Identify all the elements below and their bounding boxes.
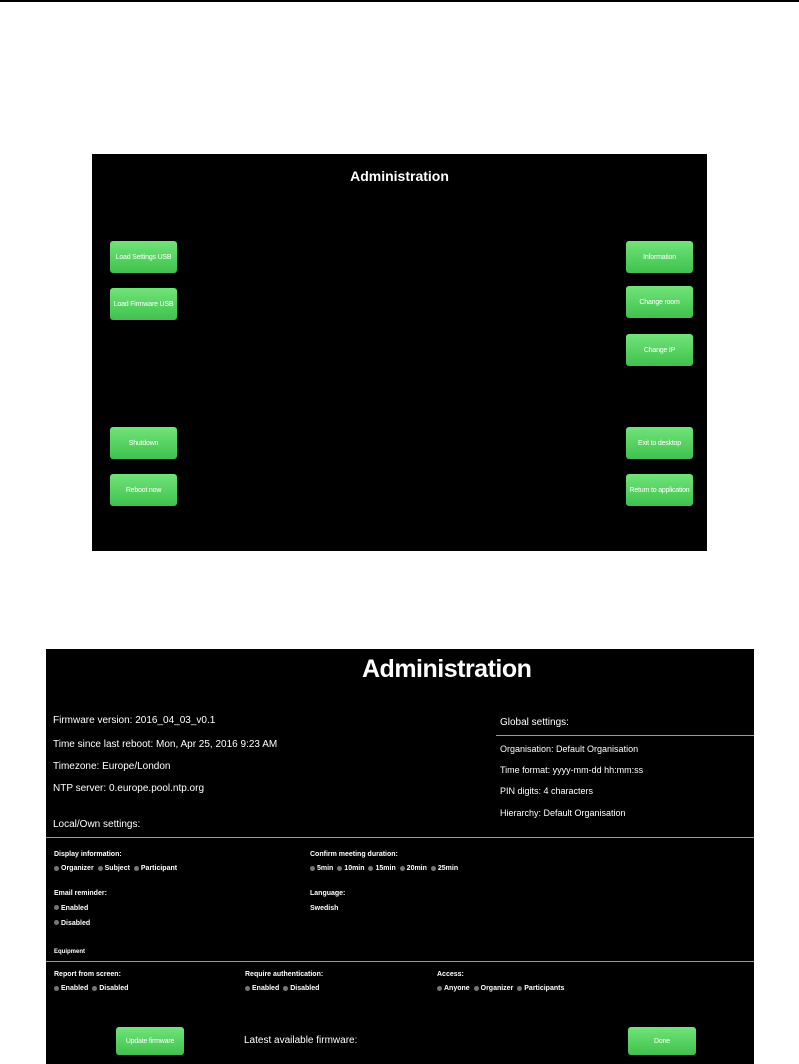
radio-icon [310, 866, 315, 871]
latest-firmware-text: Latest available firmware: [244, 1035, 358, 1046]
display-subject-radio[interactable]: Subject [98, 865, 130, 872]
radio-icon [400, 866, 405, 871]
radio-icon [92, 986, 97, 991]
firmware-version-text: Firmware version: 2016_04_03_v0.1 [53, 715, 216, 726]
auth-disabled-radio[interactable]: Disabled [283, 985, 319, 992]
page-title: Administration [350, 168, 449, 184]
global-settings-heading: Global settings: [500, 717, 569, 728]
radio-icon [245, 986, 250, 991]
confirm-duration-label: Confirm meeting duration: [310, 851, 398, 858]
duration-5min-radio[interactable]: 5min [310, 865, 333, 872]
information-button[interactable]: Information [626, 241, 693, 273]
return-to-application-button[interactable]: Return to application [626, 474, 693, 506]
change-ip-button[interactable]: Change IP [626, 334, 693, 366]
access-options [437, 985, 566, 993]
radio-icon [283, 986, 288, 991]
duration-15min-radio[interactable]: 15min [368, 865, 395, 872]
confirm-duration-options [310, 865, 460, 873]
admin-screen-settings [46, 649, 754, 1064]
page-title: Administration [362, 655, 532, 683]
global-divider [496, 735, 754, 736]
equipment-divider [46, 961, 754, 962]
time-format-text: Time format: yyyy-mm-dd hh:mm:ss [500, 765, 644, 775]
local-settings-heading: Local/Own settings: [53, 819, 141, 830]
equipment-heading: Equipment [54, 949, 85, 955]
radio-icon [337, 866, 342, 871]
radio-icon [54, 986, 59, 991]
done-button[interactable]: Done [628, 1027, 696, 1055]
report-disabled-radio[interactable]: Disabled [92, 985, 128, 992]
exit-to-desktop-button[interactable]: Exit to desktop [626, 427, 693, 459]
timezone-text: Timezone: Europe/London [53, 761, 171, 772]
hierarchy-text: Hierarchy: Default Organisation [500, 808, 626, 818]
reboot-now-button[interactable]: Reboot now [110, 474, 177, 506]
organisation-text: Organisation: Default Organisation [500, 744, 639, 754]
radio-icon [54, 866, 59, 871]
require-auth-label: Require authentication: [245, 971, 324, 978]
display-participant-radio[interactable]: Participant [134, 865, 177, 872]
radio-icon [134, 866, 139, 871]
last-reboot-text: Time since last reboot: Mon, Apr 25, 2016 9:23 AM [53, 739, 278, 750]
change-room-button[interactable]: Change room [626, 286, 693, 318]
radio-icon [368, 866, 373, 871]
radio-icon [54, 905, 59, 910]
display-organizer-radio[interactable]: Organizer [54, 865, 94, 872]
report-screen-label: Report from screen: [54, 971, 121, 978]
access-label: Access: [437, 971, 464, 978]
language-label: Language: [310, 890, 346, 897]
email-reminder-label: Email reminder: [54, 890, 107, 897]
load-firmware-usb-button[interactable]: Load Firmware USB [110, 288, 177, 320]
display-information-label: Display information: [54, 851, 122, 858]
report-screen-options [54, 985, 130, 993]
access-organizer-radio[interactable]: Organizer [474, 985, 514, 992]
shutdown-button[interactable]: Shutdown [110, 427, 177, 459]
require-auth-options [245, 985, 321, 993]
auth-enabled-radio[interactable]: Enabled [245, 985, 279, 992]
admin-screen-menu [92, 154, 707, 551]
email-disabled-radio[interactable]: Disabled [54, 920, 90, 927]
radio-icon [54, 920, 59, 925]
language-value[interactable]: Swedish [310, 905, 339, 912]
ntp-server-text: NTP server: 0.europe.pool.ntp.org [53, 783, 205, 794]
page-top-rule [0, 0, 799, 2]
update-firmware-button[interactable]: Update firmware [116, 1027, 184, 1055]
local-divider [46, 837, 754, 838]
access-participants-radio[interactable]: Participants [517, 985, 564, 992]
radio-icon [517, 986, 522, 991]
radio-icon [431, 866, 436, 871]
pin-digits-text: PIN digits: 4 characters [500, 786, 594, 796]
display-information-options [54, 865, 179, 873]
email-enabled-radio[interactable]: Enabled [54, 905, 88, 912]
load-settings-usb-button[interactable]: Load Settings USB [110, 241, 177, 273]
report-enabled-radio[interactable]: Enabled [54, 985, 88, 992]
radio-icon [474, 986, 479, 991]
radio-icon [437, 986, 442, 991]
access-anyone-radio[interactable]: Anyone [437, 985, 470, 992]
duration-10min-radio[interactable]: 10min [337, 865, 364, 872]
duration-20min-radio[interactable]: 20min [400, 865, 427, 872]
duration-25min-radio[interactable]: 25min [431, 865, 458, 872]
radio-icon [98, 866, 103, 871]
